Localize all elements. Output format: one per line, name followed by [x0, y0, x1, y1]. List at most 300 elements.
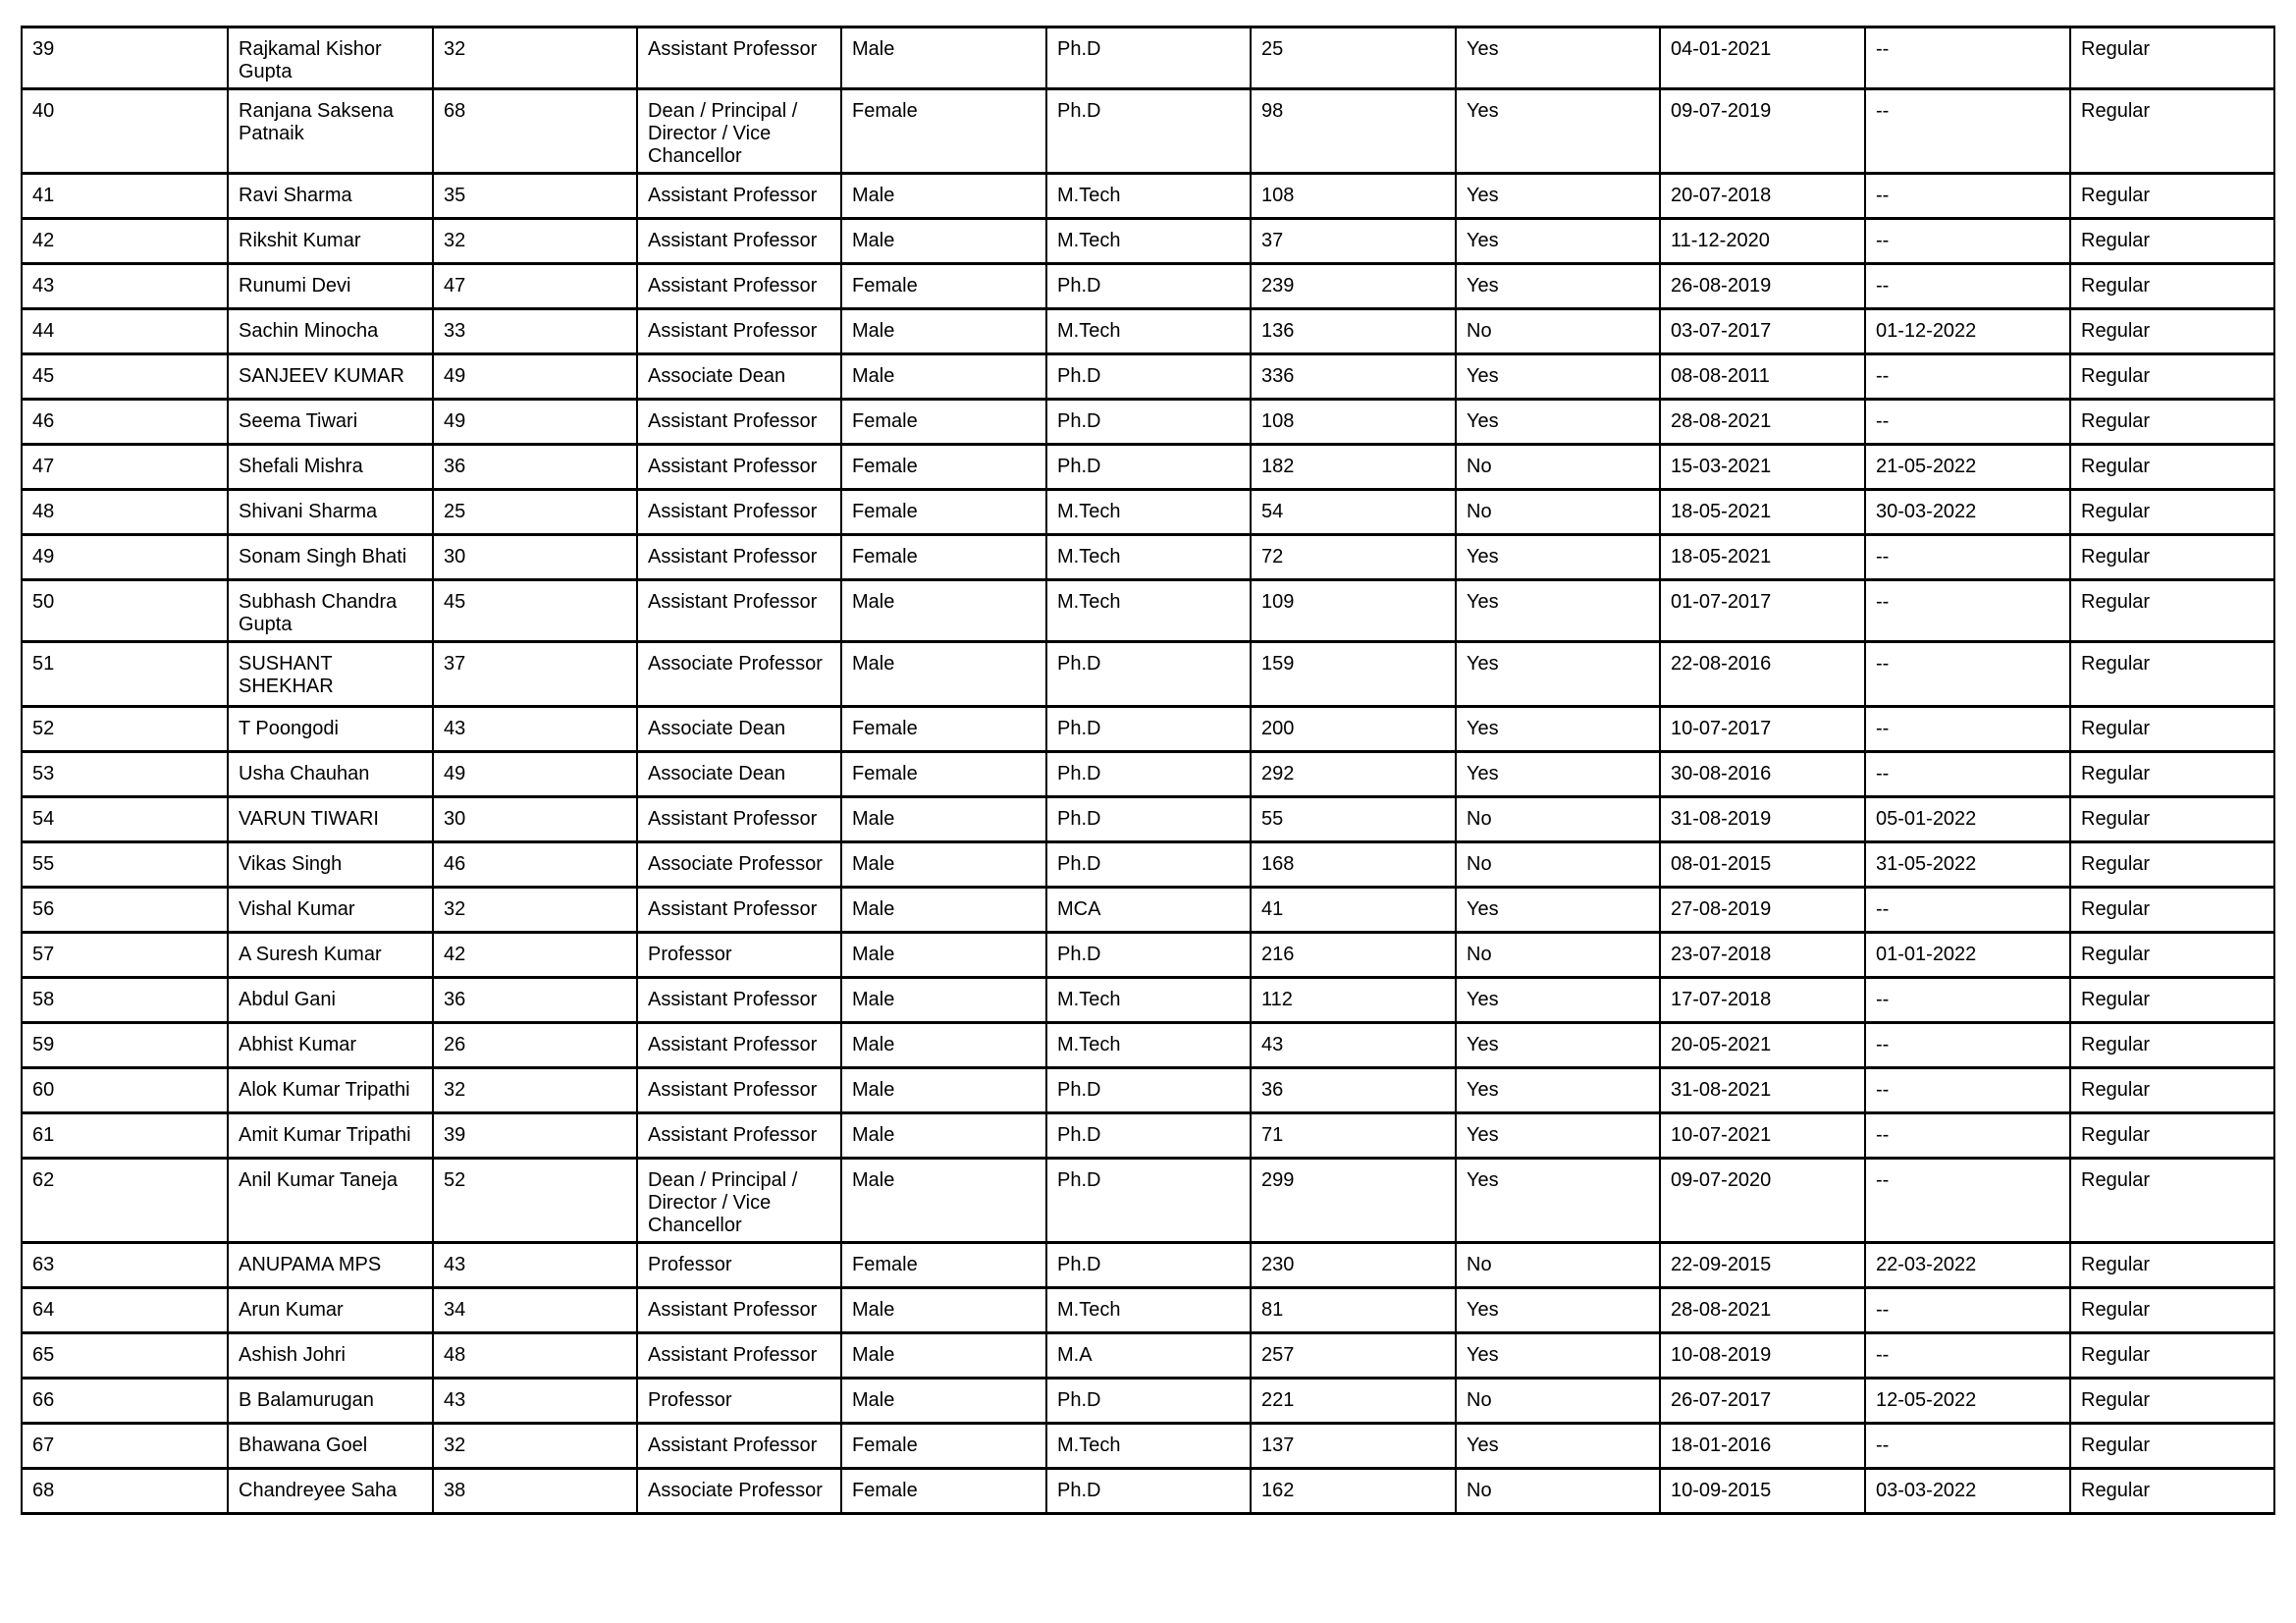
- table-cell: 36: [1251, 1068, 1456, 1113]
- table-cell: Regular: [2070, 535, 2274, 580]
- table-cell: 230: [1251, 1243, 1456, 1288]
- table-cell: Regular: [2070, 1424, 2274, 1469]
- table-cell: 81: [1251, 1288, 1456, 1333]
- table-row: [22, 1333, 2274, 1379]
- table-cell: Assistant Professor: [637, 535, 841, 580]
- table-cell: Male: [841, 1288, 1046, 1333]
- table-cell: Regular: [2070, 1288, 2274, 1333]
- table-cell: Yes: [1456, 89, 1660, 174]
- table-cell: 43: [433, 1379, 637, 1424]
- table-cell: Yes: [1456, 1159, 1660, 1243]
- table-cell: 43: [433, 707, 637, 752]
- table-cell: Regular: [2070, 1068, 2274, 1113]
- table-cell: No: [1456, 797, 1660, 842]
- table-cell: Professor: [637, 1379, 841, 1424]
- table-cell: 57: [22, 933, 228, 978]
- table-cell: Yes: [1456, 642, 1660, 707]
- table-cell: Abdul Gani: [228, 978, 433, 1023]
- table-cell: 49: [433, 354, 637, 400]
- table-cell: 37: [433, 642, 637, 707]
- table-cell: M.A: [1046, 1333, 1251, 1379]
- table-cell: --: [1865, 1159, 2070, 1243]
- table-cell: Runumi Devi: [228, 264, 433, 309]
- table-cell: 72: [1251, 535, 1456, 580]
- table-cell: 108: [1251, 400, 1456, 445]
- table-cell: Assistant Professor: [637, 174, 841, 219]
- table-cell: Usha Chauhan: [228, 752, 433, 797]
- table-cell: Yes: [1456, 27, 1660, 89]
- table-cell: 31-08-2021: [1660, 1068, 1865, 1113]
- table-cell: Yes: [1456, 400, 1660, 445]
- table-cell: 30-08-2016: [1660, 752, 1865, 797]
- table-cell: --: [1865, 1424, 2070, 1469]
- table-cell: Female: [841, 535, 1046, 580]
- table-row: [22, 445, 2274, 490]
- table-cell: Male: [841, 1023, 1046, 1068]
- table-cell: 30: [433, 797, 637, 842]
- table-cell: Alok Kumar Tripathi: [228, 1068, 433, 1113]
- table-cell: 59: [22, 1023, 228, 1068]
- table-cell: Assistant Professor: [637, 978, 841, 1023]
- table-cell: 49: [433, 400, 637, 445]
- table-cell: 20-05-2021: [1660, 1023, 1865, 1068]
- table-row: [22, 1469, 2274, 1514]
- table-cell: Female: [841, 752, 1046, 797]
- table-cell: Assistant Professor: [637, 1424, 841, 1469]
- table-cell: 62: [22, 1159, 228, 1243]
- table-cell: 28-08-2021: [1660, 1288, 1865, 1333]
- table-cell: 44: [22, 309, 228, 354]
- table-cell: Regular: [2070, 888, 2274, 933]
- table-cell: Assistant Professor: [637, 400, 841, 445]
- table-cell: Rajkamal Kishor Gupta: [228, 27, 433, 89]
- table-cell: No: [1456, 445, 1660, 490]
- table-row: [22, 1113, 2274, 1159]
- table-cell: 42: [433, 933, 637, 978]
- table-cell: Regular: [2070, 174, 2274, 219]
- table-cell: Regular: [2070, 797, 2274, 842]
- table-row: [22, 978, 2274, 1023]
- table-cell: --: [1865, 1288, 2070, 1333]
- table-cell: Female: [841, 264, 1046, 309]
- table-cell: 162: [1251, 1469, 1456, 1514]
- table-cell: Assistant Professor: [637, 1023, 841, 1068]
- table-cell: MCA: [1046, 888, 1251, 933]
- table-cell: --: [1865, 1333, 2070, 1379]
- table-cell: Amit Kumar Tripathi: [228, 1113, 433, 1159]
- table-cell: Ph.D: [1046, 1159, 1251, 1243]
- table-cell: Yes: [1456, 752, 1660, 797]
- table-cell: Male: [841, 642, 1046, 707]
- table-cell: Male: [841, 219, 1046, 264]
- table-cell: 39: [22, 27, 228, 89]
- table-row: [22, 27, 2274, 89]
- table-cell: 67: [22, 1424, 228, 1469]
- table-row: [22, 1068, 2274, 1113]
- table-cell: Male: [841, 354, 1046, 400]
- table-cell: 53: [22, 752, 228, 797]
- table-cell: Yes: [1456, 535, 1660, 580]
- table-cell: Female: [841, 400, 1046, 445]
- table-cell: Ravi Sharma: [228, 174, 433, 219]
- table-cell: M.Tech: [1046, 490, 1251, 535]
- table-cell: 12-05-2022: [1865, 1379, 2070, 1424]
- table-cell: Assistant Professor: [637, 888, 841, 933]
- table-cell: 32: [433, 27, 637, 89]
- table-cell: VARUN TIWARI: [228, 797, 433, 842]
- table-cell: 45: [22, 354, 228, 400]
- table-cell: Shivani Sharma: [228, 490, 433, 535]
- table-cell: 25: [433, 490, 637, 535]
- table-cell: 54: [22, 797, 228, 842]
- table-cell: 299: [1251, 1159, 1456, 1243]
- table-cell: 01-01-2022: [1865, 933, 2070, 978]
- table-cell: No: [1456, 1243, 1660, 1288]
- table-cell: Regular: [2070, 752, 2274, 797]
- table-cell: 48: [433, 1333, 637, 1379]
- table-cell: Male: [841, 309, 1046, 354]
- table-cell: 68: [433, 89, 637, 174]
- table-cell: A Suresh Kumar: [228, 933, 433, 978]
- table-cell: 49: [22, 535, 228, 580]
- table-cell: 45: [433, 580, 637, 642]
- table-cell: 09-07-2020: [1660, 1159, 1865, 1243]
- table-cell: 292: [1251, 752, 1456, 797]
- table-cell: SUSHANT SHEKHAR: [228, 642, 433, 707]
- table-cell: Regular: [2070, 580, 2274, 642]
- table-cell: Ph.D: [1046, 933, 1251, 978]
- table-cell: 01-12-2022: [1865, 309, 2070, 354]
- table-row: [22, 1424, 2274, 1469]
- table-cell: Subhash Chandra Gupta: [228, 580, 433, 642]
- table-cell: Ph.D: [1046, 445, 1251, 490]
- table-cell: 61: [22, 1113, 228, 1159]
- table-cell: Yes: [1456, 707, 1660, 752]
- table-cell: SANJEEV KUMAR: [228, 354, 433, 400]
- table-cell: M.Tech: [1046, 580, 1251, 642]
- table-cell: Rikshit Kumar: [228, 219, 433, 264]
- table-cell: Ph.D: [1046, 642, 1251, 707]
- table-cell: --: [1865, 1023, 2070, 1068]
- table-cell: 38: [433, 1469, 637, 1514]
- table-cell: 39: [433, 1113, 637, 1159]
- table-cell: --: [1865, 354, 2070, 400]
- table-cell: Ph.D: [1046, 27, 1251, 89]
- table-row: [22, 264, 2274, 309]
- table-cell: 43: [22, 264, 228, 309]
- table-cell: Assistant Professor: [637, 264, 841, 309]
- table-cell: --: [1865, 174, 2070, 219]
- table-cell: 32: [433, 219, 637, 264]
- table-cell: Male: [841, 174, 1046, 219]
- table-cell: Ranjana Saksena Patnaik: [228, 89, 433, 174]
- table-cell: 10-07-2017: [1660, 707, 1865, 752]
- table-cell: Ph.D: [1046, 89, 1251, 174]
- table-cell: Male: [841, 797, 1046, 842]
- table-cell: Arun Kumar: [228, 1288, 433, 1333]
- table-cell: No: [1456, 1379, 1660, 1424]
- table-cell: 239: [1251, 264, 1456, 309]
- table-cell: Yes: [1456, 1068, 1660, 1113]
- table-cell: 05-01-2022: [1865, 797, 2070, 842]
- table-cell: Ph.D: [1046, 1243, 1251, 1288]
- table-cell: 63: [22, 1243, 228, 1288]
- table-cell: Associate Professor: [637, 642, 841, 707]
- table-cell: 336: [1251, 354, 1456, 400]
- table-cell: 46: [433, 842, 637, 888]
- table-cell: Yes: [1456, 978, 1660, 1023]
- table-cell: Male: [841, 842, 1046, 888]
- table-cell: 54: [1251, 490, 1456, 535]
- table-cell: Yes: [1456, 1333, 1660, 1379]
- table-row: [22, 580, 2274, 642]
- table-cell: 18-01-2016: [1660, 1424, 1865, 1469]
- table-cell: Professor: [637, 933, 841, 978]
- table-cell: Male: [841, 978, 1046, 1023]
- table-cell: 48: [22, 490, 228, 535]
- table-cell: 200: [1251, 707, 1456, 752]
- table-cell: Associate Dean: [637, 752, 841, 797]
- table-row: [22, 1288, 2274, 1333]
- table-cell: 26-07-2017: [1660, 1379, 1865, 1424]
- table-cell: 51: [22, 642, 228, 707]
- table-cell: 18-05-2021: [1660, 535, 1865, 580]
- table-cell: Yes: [1456, 1113, 1660, 1159]
- table-cell: 64: [22, 1288, 228, 1333]
- table-cell: 35: [433, 174, 637, 219]
- table-cell: 32: [433, 1068, 637, 1113]
- table-cell: Ph.D: [1046, 842, 1251, 888]
- table-cell: 112: [1251, 978, 1456, 1023]
- table-cell: Regular: [2070, 309, 2274, 354]
- table-cell: Regular: [2070, 1243, 2274, 1288]
- table-cell: --: [1865, 707, 2070, 752]
- table-row: [22, 354, 2274, 400]
- table-cell: Assistant Professor: [637, 445, 841, 490]
- table-row: [22, 707, 2274, 752]
- table-cell: 257: [1251, 1333, 1456, 1379]
- table-cell: Regular: [2070, 1113, 2274, 1159]
- table-cell: Yes: [1456, 354, 1660, 400]
- table-cell: No: [1456, 1469, 1660, 1514]
- table-cell: Ashish Johri: [228, 1333, 433, 1379]
- table-cell: 23-07-2018: [1660, 933, 1865, 978]
- table-cell: 68: [22, 1469, 228, 1514]
- table-cell: Regular: [2070, 933, 2274, 978]
- table-row: [22, 89, 2274, 174]
- table-cell: Ph.D: [1046, 1469, 1251, 1514]
- table-cell: 03-03-2022: [1865, 1469, 2070, 1514]
- table-cell: --: [1865, 535, 2070, 580]
- table-cell: 109: [1251, 580, 1456, 642]
- table-row: [22, 309, 2274, 354]
- table-cell: Abhist Kumar: [228, 1023, 433, 1068]
- table-cell: 36: [433, 978, 637, 1023]
- table-cell: --: [1865, 752, 2070, 797]
- table-row: [22, 174, 2274, 219]
- table-cell: 33: [433, 309, 637, 354]
- table-cell: Dean / Principal / Director / Vice Chancellor: [637, 89, 841, 174]
- table-cell: Yes: [1456, 264, 1660, 309]
- table-cell: Dean / Principal / Director / Vice Chancellor: [637, 1159, 841, 1243]
- table-row: [22, 642, 2274, 707]
- table-cell: Yes: [1456, 1424, 1660, 1469]
- table-cell: Associate Professor: [637, 842, 841, 888]
- table-cell: Yes: [1456, 888, 1660, 933]
- table-cell: 36: [433, 445, 637, 490]
- table-cell: 32: [433, 888, 637, 933]
- table-cell: Associate Dean: [637, 354, 841, 400]
- table-cell: Yes: [1456, 1288, 1660, 1333]
- table-cell: 31-08-2019: [1660, 797, 1865, 842]
- table-cell: 65: [22, 1333, 228, 1379]
- table-cell: 32: [433, 1424, 637, 1469]
- faculty-table: [21, 26, 2275, 1515]
- table-cell: Male: [841, 1379, 1046, 1424]
- table-cell: 43: [1251, 1023, 1456, 1068]
- table-cell: No: [1456, 933, 1660, 978]
- table-cell: 49: [433, 752, 637, 797]
- table-cell: 21-05-2022: [1865, 445, 2070, 490]
- table-cell: --: [1865, 888, 2070, 933]
- table-cell: 26-08-2019: [1660, 264, 1865, 309]
- table-row: [22, 535, 2274, 580]
- table-row: [22, 219, 2274, 264]
- table-cell: Anil Kumar Taneja: [228, 1159, 433, 1243]
- table-cell: 66: [22, 1379, 228, 1424]
- table-cell: 168: [1251, 842, 1456, 888]
- table-cell: Bhawana Goel: [228, 1424, 433, 1469]
- table-cell: Regular: [2070, 1159, 2274, 1243]
- table-cell: Chandreyee Saha: [228, 1469, 433, 1514]
- table-cell: Regular: [2070, 842, 2274, 888]
- table-cell: Male: [841, 27, 1046, 89]
- table-cell: Assistant Professor: [637, 219, 841, 264]
- table-cell: Female: [841, 1243, 1046, 1288]
- table-cell: Assistant Professor: [637, 580, 841, 642]
- table-cell: Assistant Professor: [637, 1113, 841, 1159]
- table-cell: --: [1865, 1113, 2070, 1159]
- table-cell: Regular: [2070, 89, 2274, 174]
- table-cell: 56: [22, 888, 228, 933]
- table-cell: Yes: [1456, 580, 1660, 642]
- table-cell: --: [1865, 1068, 2070, 1113]
- table-cell: --: [1865, 264, 2070, 309]
- table-cell: 42: [22, 219, 228, 264]
- table-cell: M.Tech: [1046, 1023, 1251, 1068]
- table-cell: 17-07-2018: [1660, 978, 1865, 1023]
- table-cell: Sachin Minocha: [228, 309, 433, 354]
- table-row: [22, 1159, 2274, 1243]
- table-cell: Regular: [2070, 978, 2274, 1023]
- table-cell: Assistant Professor: [637, 797, 841, 842]
- table-cell: T Poongodi: [228, 707, 433, 752]
- table-row: [22, 752, 2274, 797]
- table-cell: Regular: [2070, 642, 2274, 707]
- table-cell: Ph.D: [1046, 707, 1251, 752]
- table-cell: Male: [841, 580, 1046, 642]
- table-cell: Professor: [637, 1243, 841, 1288]
- table-cell: 46: [22, 400, 228, 445]
- table-cell: 55: [1251, 797, 1456, 842]
- table-cell: Assistant Professor: [637, 1288, 841, 1333]
- table-cell: 98: [1251, 89, 1456, 174]
- table-cell: Regular: [2070, 1333, 2274, 1379]
- table-row: [22, 933, 2274, 978]
- table-cell: No: [1456, 309, 1660, 354]
- table-cell: Assistant Professor: [637, 27, 841, 89]
- table-row: [22, 490, 2274, 535]
- table-cell: Female: [841, 445, 1046, 490]
- table-cell: Shefali Mishra: [228, 445, 433, 490]
- table-cell: 27-08-2019: [1660, 888, 1865, 933]
- table-cell: 58: [22, 978, 228, 1023]
- table-cell: 04-01-2021: [1660, 27, 1865, 89]
- table-cell: 18-05-2021: [1660, 490, 1865, 535]
- table-cell: 55: [22, 842, 228, 888]
- table-cell: 50: [22, 580, 228, 642]
- table-cell: 25: [1251, 27, 1456, 89]
- table-cell: Regular: [2070, 1469, 2274, 1514]
- table-row: [22, 797, 2274, 842]
- table-cell: 08-08-2011: [1660, 354, 1865, 400]
- table-cell: Female: [841, 1469, 1046, 1514]
- table-cell: 47: [22, 445, 228, 490]
- table-cell: Ph.D: [1046, 354, 1251, 400]
- table-cell: Seema Tiwari: [228, 400, 433, 445]
- table-cell: Sonam Singh Bhati: [228, 535, 433, 580]
- table-cell: Ph.D: [1046, 1379, 1251, 1424]
- table-cell: Yes: [1456, 219, 1660, 264]
- table-cell: M.Tech: [1046, 535, 1251, 580]
- table-cell: --: [1865, 400, 2070, 445]
- table-cell: 221: [1251, 1379, 1456, 1424]
- table-cell: M.Tech: [1046, 174, 1251, 219]
- table-cell: 01-07-2017: [1660, 580, 1865, 642]
- table-cell: Regular: [2070, 490, 2274, 535]
- table-cell: 22-08-2016: [1660, 642, 1865, 707]
- table-cell: 20-07-2018: [1660, 174, 1865, 219]
- table-cell: Female: [841, 707, 1046, 752]
- table-cell: 52: [22, 707, 228, 752]
- table-cell: 03-07-2017: [1660, 309, 1865, 354]
- table-cell: 40: [22, 89, 228, 174]
- table-cell: No: [1456, 490, 1660, 535]
- table-cell: Male: [841, 933, 1046, 978]
- table-cell: 28-08-2021: [1660, 400, 1865, 445]
- table-cell: M.Tech: [1046, 1288, 1251, 1333]
- table-cell: 60: [22, 1068, 228, 1113]
- table-cell: Regular: [2070, 354, 2274, 400]
- table-cell: Associate Professor: [637, 1469, 841, 1514]
- table-row: [22, 1379, 2274, 1424]
- table-cell: Assistant Professor: [637, 1333, 841, 1379]
- table-cell: 34: [433, 1288, 637, 1333]
- table-cell: Yes: [1456, 1023, 1660, 1068]
- table-cell: Ph.D: [1046, 400, 1251, 445]
- table-cell: 22-03-2022: [1865, 1243, 2070, 1288]
- table-cell: Yes: [1456, 174, 1660, 219]
- table-cell: 22-09-2015: [1660, 1243, 1865, 1288]
- table-cell: Regular: [2070, 1023, 2274, 1068]
- table-cell: --: [1865, 219, 2070, 264]
- table-cell: Male: [841, 888, 1046, 933]
- table-cell: Male: [841, 1333, 1046, 1379]
- table-cell: 182: [1251, 445, 1456, 490]
- table-cell: 159: [1251, 642, 1456, 707]
- table-cell: Regular: [2070, 707, 2274, 752]
- table-cell: Male: [841, 1159, 1046, 1243]
